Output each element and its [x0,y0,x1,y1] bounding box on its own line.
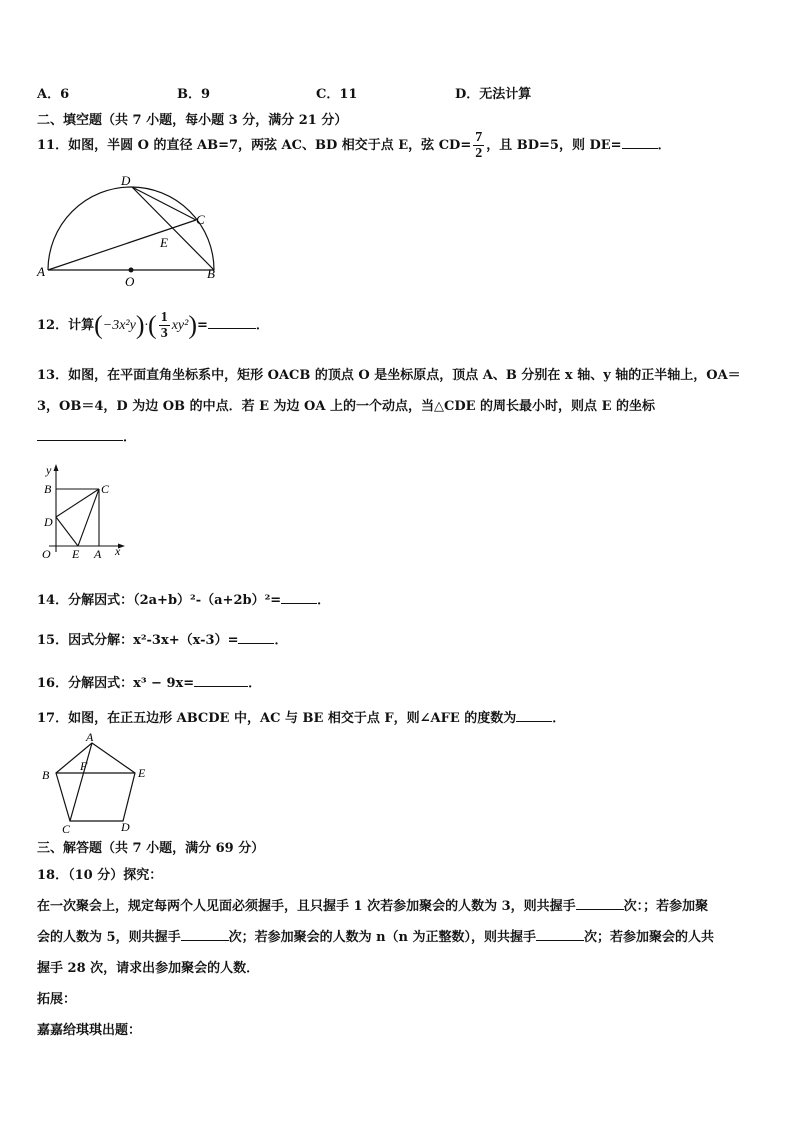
question-18-line-3: 握手 28 次，请求出参加聚会的人数． [37,961,260,976]
q14-answer-blank [281,591,317,604]
q12-fraction [159,310,170,341]
semicircle-arc [48,187,214,270]
label-c: C [101,482,110,496]
label-f: F [80,759,88,773]
question-17 [37,707,565,726]
label-o: O [42,547,51,561]
q18-line1-end: 次：；若参加聚 [623,899,709,914]
segment-dc [56,489,99,517]
jiajia-problem-intro: 嘉嘉给琪琪出题： [37,1023,142,1038]
label-d: D [121,173,131,188]
q15-answer-blank [238,631,274,644]
segment-ac [70,743,92,821]
q12-answer-blank [208,316,256,329]
q11-frac-den: 2 [475,146,483,161]
question-18-line-2 [37,926,714,945]
label-a: A [86,730,94,744]
expand-heading: 拓展： [37,992,77,1007]
chord-ac [48,220,196,270]
question-18-title: 18．（10 分）探究： [37,868,163,883]
q12-frac-den: 3 [160,326,168,341]
q12-eq: = [196,318,208,333]
q16-end: ． [248,676,262,691]
q17-text: 17．如图，在正五边形 ABCDE 中，AC 与 BE 相交于点 F，则∠AFE 的度数为 [37,711,517,726]
question-18-line-1 [37,895,708,914]
q11-text-before: 11．如图，半圆 O 的直径 AB=7，两弦 AC、BD 相交于点 E，弦 CD= [37,138,472,153]
option-d: D．无法计算 [455,87,532,102]
q12-expr-1: −3x²y [102,318,136,333]
q18-line2-a: 会的人数为 5，则共握手 [37,930,181,945]
option-a: A．6 [37,87,70,102]
question-11 [37,130,671,161]
label-a: A [37,264,45,279]
q11-semicircle-figure [35,172,220,288]
q12-frac-num: 1 [160,310,168,325]
option-b: B．9 [177,87,211,102]
q11-fraction [473,130,484,161]
question-13-line-2: 3，OB＝4，D 为边 OB 的中点．若 E 为边 OA 上的一个动点，当△CDE 的周长最小时，则点 E 的坐标 [37,399,656,414]
q11-end: ． [657,138,671,153]
question-13-line-3 [37,426,136,445]
q18-blank-3 [536,928,584,941]
label-b: B [44,482,52,496]
label-e: E [160,235,168,250]
segment-de [56,517,78,546]
question-14 [37,589,330,608]
q18-line2-c: 次；若参加聚会的人共 [584,930,715,945]
chord-dc [132,187,196,220]
label-e: E [138,766,146,780]
label-c: C [196,212,205,227]
q15-end: ． [274,633,288,648]
option-c: C．11 [316,87,358,102]
q16-text: 16．分解因式：x³ − 9x= [37,676,195,691]
y-axis-arrow [54,464,59,471]
q11-answer-blank [622,136,658,149]
label-d: D [44,515,53,529]
label-b: B [42,768,50,782]
q11-text-after: ，且 BD=5，则 DE= [486,138,622,153]
q16-answer-blank [194,674,248,687]
question-13-line-1: 13．如图，在平面直角坐标系中，矩形 OACB 的顶点 O 是坐标原点，顶点 A、B 分别在 x 轴、y 轴的正半轴上，OA＝ [37,368,741,383]
question-16 [37,672,261,691]
q17-answer-blank [516,709,552,722]
label-e: E [72,547,80,561]
q12-paren-open-2: ( [148,310,157,340]
q18-blank-1 [576,897,624,910]
q12-paren-close-1: ) [135,310,145,340]
q13-end: ． [123,430,137,445]
q18-line1-text: 在一次聚会上，规定每两个人见面必须握手，且只握手 1 次若参加聚会的人数为 3，则共握手 [37,899,576,914]
q17-pentagon-figure [37,729,157,835]
center-o-dot [129,268,134,273]
q11-frac-num: 7 [475,130,483,145]
label-x: x [115,544,121,558]
label-d: D [121,820,130,834]
q18-line2-b: 次；若参加聚会的人数为 n（n 为正整数），则共握手 [228,930,537,945]
label-c: C [62,822,71,835]
label-y: y [46,463,52,477]
section-2-heading: 二、填空题（共 7 小题，每小题 3 分，满分 21 分） [37,113,348,128]
section-3-heading: 三、解答题（共 7 小题，满分 69 分） [37,841,265,856]
q12-paren-open-1: ( [94,310,103,340]
chord-bd [132,187,214,270]
q14-text: 14．分解因式：（2a+b）²-（a+2b）²= [37,593,282,608]
question-12 [37,310,269,341]
q12-prefix: 12．计算 [37,318,95,333]
segment-ec [78,489,99,546]
question-15 [37,629,288,648]
q12-paren-close-2: ) [188,310,197,340]
label-o: O [125,274,135,288]
q12-expr-2: xy² [171,318,189,333]
q15-text: 15．因式分解：x²-3x+（x-3）= [37,633,239,648]
pentagon-abcde [56,743,135,821]
q12-dot: · [144,318,149,333]
q17-end: ． [552,711,566,726]
q12-end: ． [255,318,269,333]
q18-blank-2 [181,928,229,941]
q13-rectangle-figure [35,462,130,562]
label-b: B [207,266,215,281]
q13-answer-blank [37,428,123,441]
label-a: A [94,547,102,561]
q14-end: ． [317,593,331,608]
